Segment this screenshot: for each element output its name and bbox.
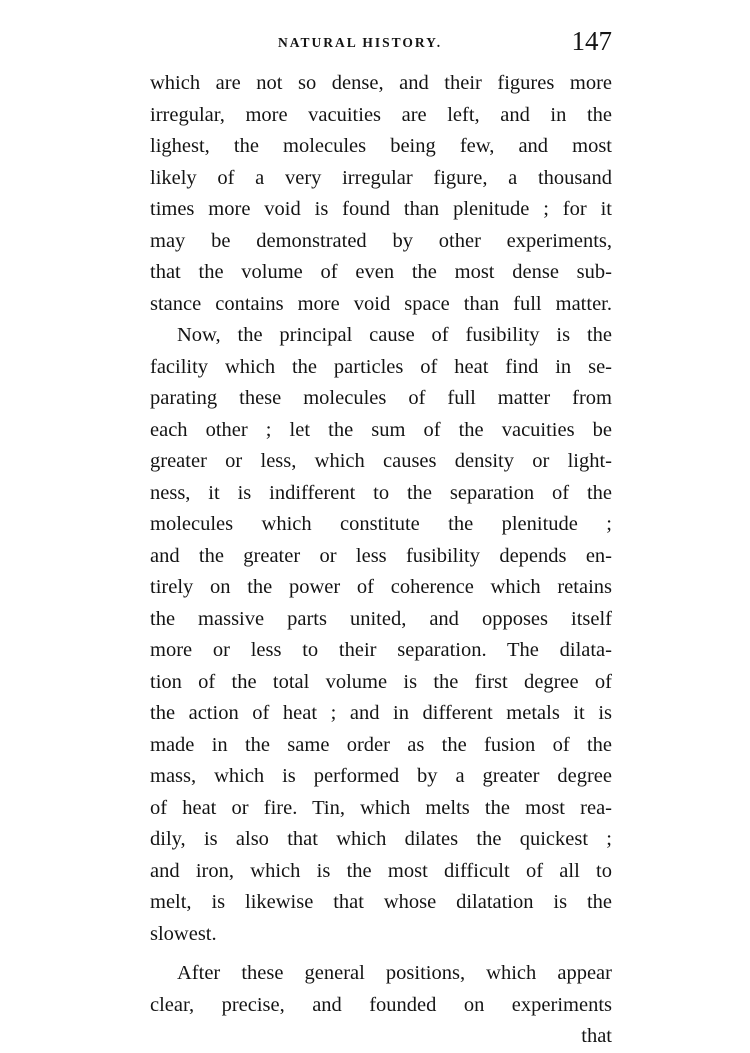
text-line: the action of heat ; and in different metals it is	[150, 702, 612, 724]
text-line: tirely on the power of coherence which retains	[150, 576, 612, 598]
text-line: likely of a very irregular figure, a thousand	[150, 166, 612, 189]
text-line: made in the same order as the fusion of the	[150, 733, 612, 756]
body-text	[150, 68, 612, 1053]
text-line: and iron, which is the most difficult of all to	[150, 859, 612, 882]
text-line: parating these molecules of full matter from	[150, 387, 612, 409]
paragraph-end-line: slowest.	[150, 922, 217, 945]
text-line: and the greater or less fusibility depends en-	[150, 544, 612, 567]
text-line: irregular, more vacuities are left, and in the	[150, 103, 612, 126]
text-line: tion of the total volume is the first degree of	[150, 670, 612, 693]
paragraph-start-line: After these general positions, which appear	[177, 962, 612, 984]
text-line: facility which the particles of heat find in se-	[150, 355, 612, 378]
text-line: that the volume of even the most dense sub-	[150, 261, 612, 283]
text-line: times more void is found than plenitude ; for it	[150, 198, 612, 220]
running-head: NATURAL HISTORY.	[278, 35, 443, 50]
text-line: more or less to their separation. The dilata-	[150, 639, 612, 661]
text-line: each other ; let the sum of the vacuities be	[150, 418, 612, 441]
text-line: clear, precise, and founded on experiments	[150, 993, 612, 1016]
text-line: melt, is likewise that whose dilatation is the	[150, 891, 612, 913]
text-line: of heat or fire. Tin, which melts the most rea-	[150, 796, 612, 819]
page-header	[150, 26, 612, 58]
text-line: greater or less, which causes density or light-	[150, 450, 612, 472]
text-line: dily, is also that which dilates the quickest ;	[150, 828, 612, 850]
text-line: which are not so dense, and their figures more	[150, 72, 612, 94]
page-number: 147	[571, 26, 612, 56]
text-line: may be demonstrated by other experiments,	[150, 229, 612, 252]
text-line: ness, it is indifferent to the separation of the	[150, 481, 612, 504]
catchword: that	[581, 1025, 612, 1047]
paragraph-start-line: Now, the principal cause of fusibility is the	[177, 324, 612, 346]
text-line: mass, which is performed by a greater degree	[150, 765, 612, 787]
text-line: molecules which constitute the plenitude ;	[150, 513, 612, 535]
text-line: stance contains more void space than full matter.	[150, 292, 612, 315]
text-line: lighest, the molecules being few, and most	[150, 135, 612, 157]
text-line: the massive parts united, and opposes itself	[150, 607, 612, 630]
